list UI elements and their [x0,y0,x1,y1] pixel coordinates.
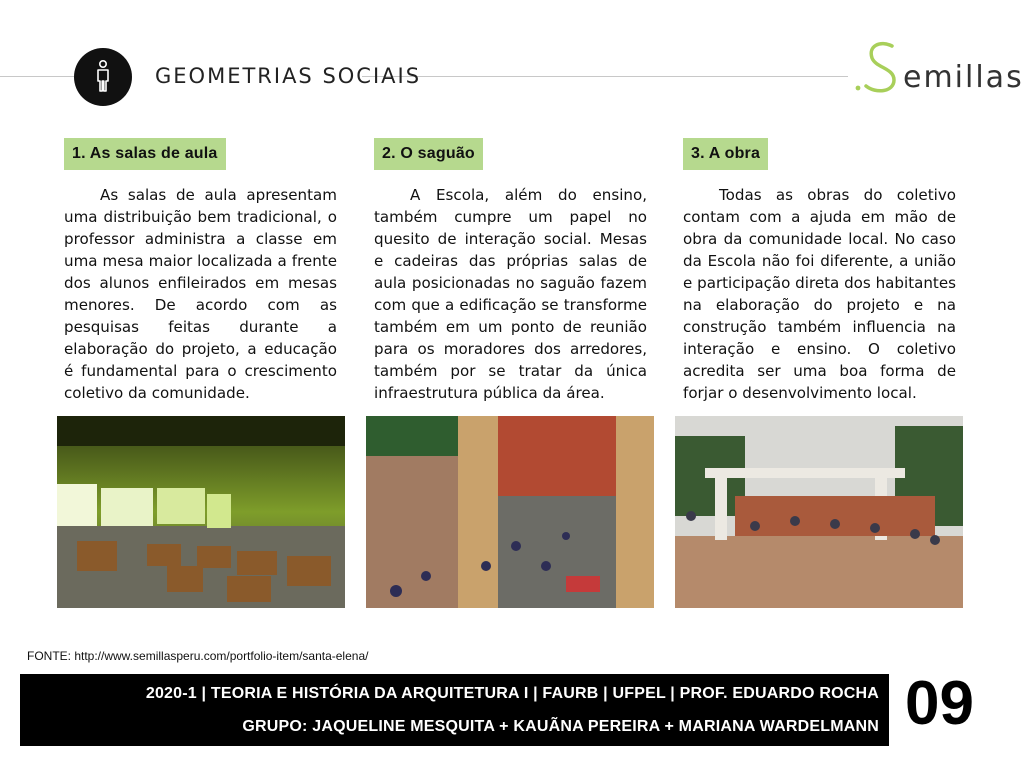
section-text: A Escola, além do ensino, também cumpre um papel no quesito de interação social. Mesas e cadeiras das próprias salas de aula posicionadas no saguão fazem com que a edificação se transforme também em um ponto de reunião para os moradores dos arredores, também por se tratar da única infraestrutura pública da área. [374,186,647,402]
construction-photo [675,416,963,608]
section-heading: 3. A obra [683,138,768,170]
source-citation: FONTE: http://www.semillasperu.com/portfolio-item/santa-elena/ [27,649,369,663]
section-text: Todas as obras do coletivo contam com a ajuda em mão de obra da comunidade local. No caso da Escola não foi diferente, a união e participação direta dos habitantes na elaboração do projeto e na construção também influencia na interação e ensino. O coletivo acredita ser uma boa forma de forjar o desenvolvimento local. [683,186,956,402]
section-classrooms [64,138,338,404]
section-construction [683,138,957,404]
header-rule-left [0,76,74,77]
section-heading: 1. As salas de aula [64,138,226,170]
lobby-photo [366,416,654,608]
header-rule-right [362,76,848,77]
logo-wordmark: emillas [903,60,1024,95]
footer-group-line: GRUPO: JAQUELINE MESQUITA + KAUÃNA PEREIRA + MARIANA WARDELMANN [242,718,879,735]
section-text: As salas de aula apresentam uma distribuição bem tradicional, o professor administra a classe em uma mesa maior localizada a frente dos alunos enfileirados em mesas menores. De acordo com as pesquisas feitas durante a elaboração do projeto, a educação é fundamental para o crescimento coletivo da comunidade. [64,186,337,402]
classroom-photo [57,416,345,608]
section-lobby [374,138,648,404]
page-title: GEOMETRIAS SOCIAIS [155,64,422,88]
section-heading: 2. O saguão [374,138,483,170]
page-number: 09 [905,669,974,738]
person-icon [74,48,132,106]
footer-bar [20,674,889,746]
header-badge [74,48,132,106]
footer-course-line: 2020-1 | TEORIA E HISTÓRIA DA ARQUITETURA I | FAURB | UFPEL | PROF. EDUARDO ROCHA [145,685,879,702]
